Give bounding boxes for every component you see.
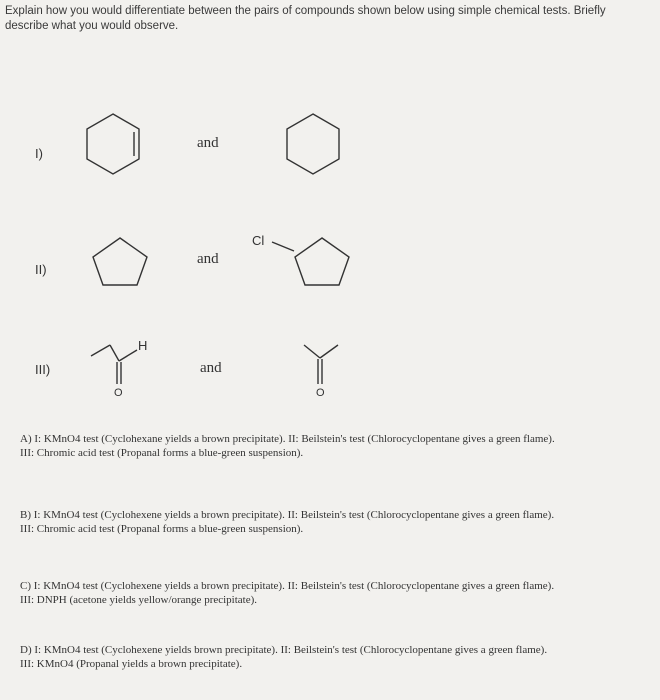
aldehyde-hydrogen-label: H bbox=[138, 338, 148, 353]
option-d-line-1: D) I: KMnO4 test (Cyclohexene yields brown precipitate). II: Beilstein's test (Chlorocyclopentane gives a green flame). bbox=[20, 644, 548, 656]
option-c[interactable] bbox=[20, 580, 650, 607]
option-a-line-2: III: Chromic acid test (Propanal forms a blue-green suspension). bbox=[20, 446, 304, 459]
pair-2-numeral: II) bbox=[35, 262, 47, 277]
pair-1-and: and bbox=[197, 135, 219, 151]
option-a-line-1: A) I: KMnO4 test (Cyclohexane yields a brown precipitate). II: Beilstein's test (Chlorocyclopentane gives a green flame). bbox=[20, 433, 555, 445]
pair-3-and: and bbox=[200, 360, 222, 376]
option-b[interactable] bbox=[20, 509, 650, 536]
option-b-line-1: B) I: KMnO4 test (Cyclohexene yields a brown precipitate). II: Beilstein's test (Chlorocyclopentane gives a green flame). bbox=[20, 509, 555, 521]
pair-3-numeral: III) bbox=[35, 362, 51, 377]
cyclohexane-structure bbox=[285, 112, 345, 176]
option-c-line-2: III: DNPH (acetone yields yellow/orange precipitate). bbox=[20, 593, 258, 606]
acetone-structure bbox=[300, 336, 350, 406]
question-line-2: describe what you would observe. bbox=[5, 20, 179, 32]
option-b-line-2: III: Chromic acid test (Propanal forms a blue-green suspension). bbox=[20, 522, 304, 535]
propanal-oxygen-label: O bbox=[114, 387, 123, 399]
chlorine-label: Cl bbox=[252, 233, 265, 248]
pair-2-and: and bbox=[197, 251, 219, 267]
option-d-line-2: III: KMnO4 (Propanal yields a brown precipitate). bbox=[20, 657, 243, 670]
question-line-1: Explain how you would differentiate between the pairs of compounds shown below using simple chemical tests. Briefly bbox=[5, 5, 606, 17]
pair-1-numeral: I) bbox=[35, 146, 43, 161]
chlorocyclopentane-structure bbox=[250, 228, 360, 290]
option-d[interactable] bbox=[20, 644, 650, 671]
option-a[interactable] bbox=[20, 433, 650, 460]
propanal-structure bbox=[88, 336, 168, 406]
question-text bbox=[5, 4, 660, 34]
option-c-line-1: C) I: KMnO4 test (Cyclohexene yields a brown precipitate). II: Beilstein's test (Chlorocyclopentane gives a green flame). bbox=[20, 580, 555, 592]
cyclopentane-structure bbox=[90, 236, 150, 288]
cyclohexene-structure bbox=[85, 112, 145, 176]
acetone-oxygen-label: O bbox=[316, 387, 325, 399]
